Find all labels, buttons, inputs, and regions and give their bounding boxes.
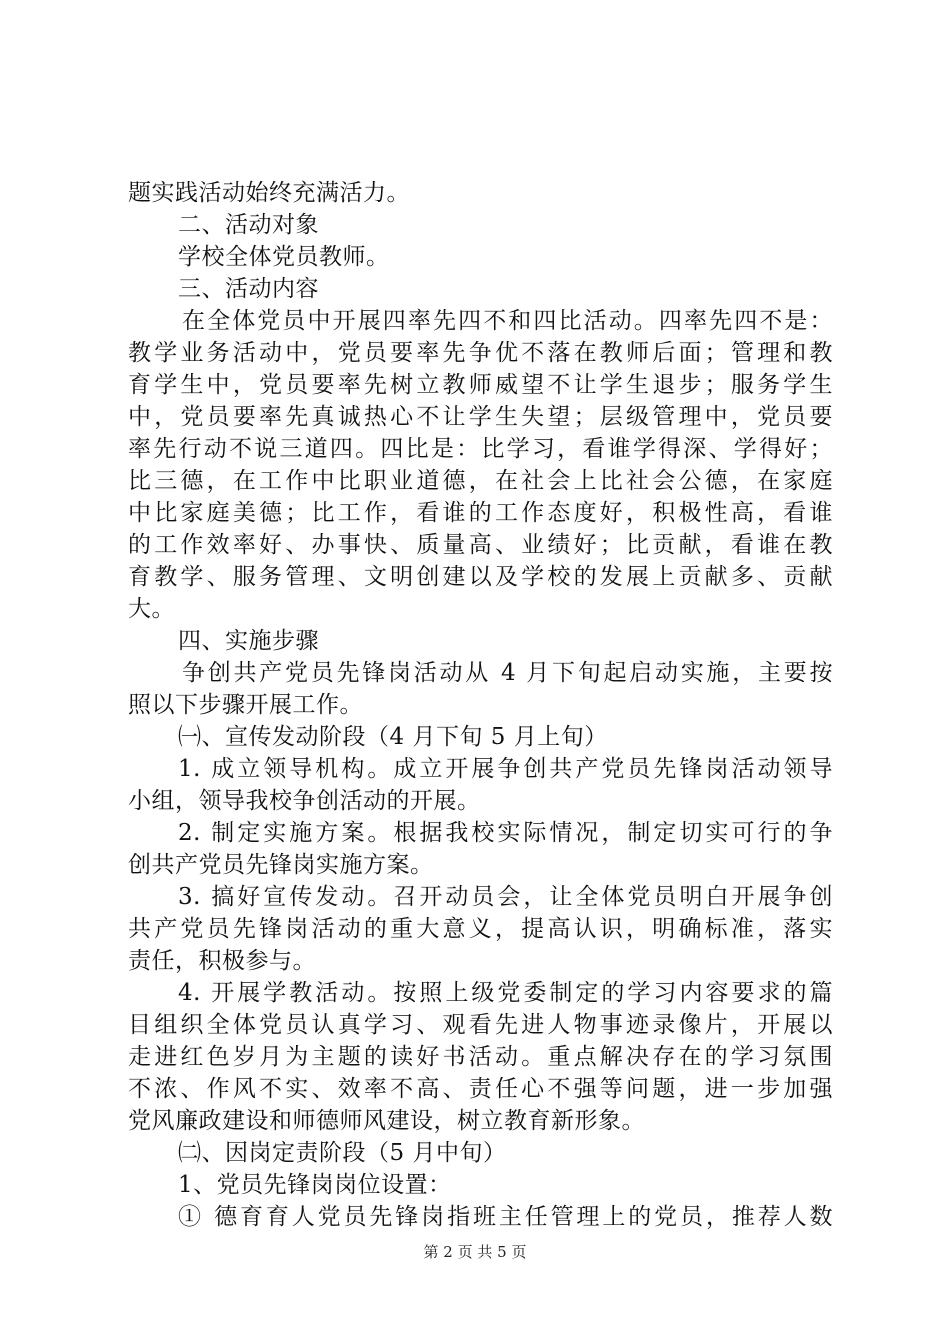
paragraph-line: 党风廉政建设和师德师风建设，树立教育新形象。 [128,1108,645,1134]
paragraph-line: 大。 [128,596,175,622]
subsection-heading: ㈠、宣传发动阶段（4 月下旬 5 月上旬） [178,724,608,750]
paragraph-line: 共产党员先锋岗活动的重大意义，提高认识，明确标准，落实 [128,916,833,942]
paragraph-line: 1. 成立领导机构。成立开展争创共产党员先锋岗活动领导 [178,756,833,782]
paragraph-line: ① 德育育人党员先锋岗指班主任管理上的党员，推荐人数 [178,1204,833,1230]
paragraph-line: 3. 搞好宣传发动。召开动员会，让全体党员明白开展争创 [178,884,833,910]
paragraph-line: 中比家庭美德；比工作，看谁的工作态度好，积极性高，看谁 [128,500,833,526]
paragraph-line: 4. 开展学教活动。按照上级党委制定的学习内容要求的篇 [178,980,833,1006]
paragraph-line: 1、党员先锋岗岗位设置： [178,1172,452,1198]
paragraph-line: 率先行动不说三道四。四比是：比学习，看谁学得深、学得好； [128,436,833,462]
paragraph-line: 在全体党员中开展四率先四不和四比活动。四率先四不是： [182,308,833,334]
section-heading: 四、实施步骤 [178,628,319,654]
paragraph-line: 比三德，在工作中比职业道德，在社会上比社会公德，在家庭 [128,468,833,494]
paragraph-line: 走进红色岁月为主题的读好书活动。重点解决存在的学习氛围 [128,1044,833,1070]
section-heading: 二、活动对象 [178,212,319,238]
paragraph-line: 责任，积极参与。 [128,948,316,974]
paragraph-line: 2. 制定实施方案。根据我校实际情况，制定切实可行的争 [178,820,833,846]
paragraph-line: 不浓、作风不实、效率不高、责任心不强等问题，进一步加强 [128,1076,833,1102]
paragraph-line: 创共产党员先锋岗实施方案。 [128,852,434,878]
paragraph-line: 的工作效率好、办事快、质量高、业绩好；比贡献，看谁在教 [128,532,833,558]
section-heading: 三、活动内容 [178,276,319,302]
paragraph-line: 照以下步骤开展工作。 [128,692,363,718]
paragraph-line: 育学生中，党员要率先树立教师威望不让学生退步；服务学生 [128,372,833,398]
paragraph-line: 争创共产党员先锋岗活动从 4 月下旬起启动实施，主要按 [182,660,833,686]
paragraph-line: 教学业务活动中，党员要率先争优不落在教师后面；管理和教 [128,340,833,366]
subsection-heading: ㈡、因岗定责阶段（5 月中旬） [178,1140,507,1166]
paragraph-line: 学校全体党员教师。 [178,244,390,270]
paragraph-line: 育教学、服务管理、文明创建以及学校的发展上贡献多、贡献 [128,564,833,590]
paragraph-line: 目组织全体党员认真学习、观看先进人物事迹录像片，开展以 [128,1012,833,1038]
paragraph-line: 小组，领导我校争创活动的开展。 [128,788,481,814]
page-number-footer: 第 2 页 共 5 页 [423,1243,527,1261]
paragraph-line: 题实践活动始终充满活力。 [128,180,410,206]
paragraph-line: 中，党员要率先真诚热心不让学生失望；层级管理中，党员要 [128,404,833,430]
